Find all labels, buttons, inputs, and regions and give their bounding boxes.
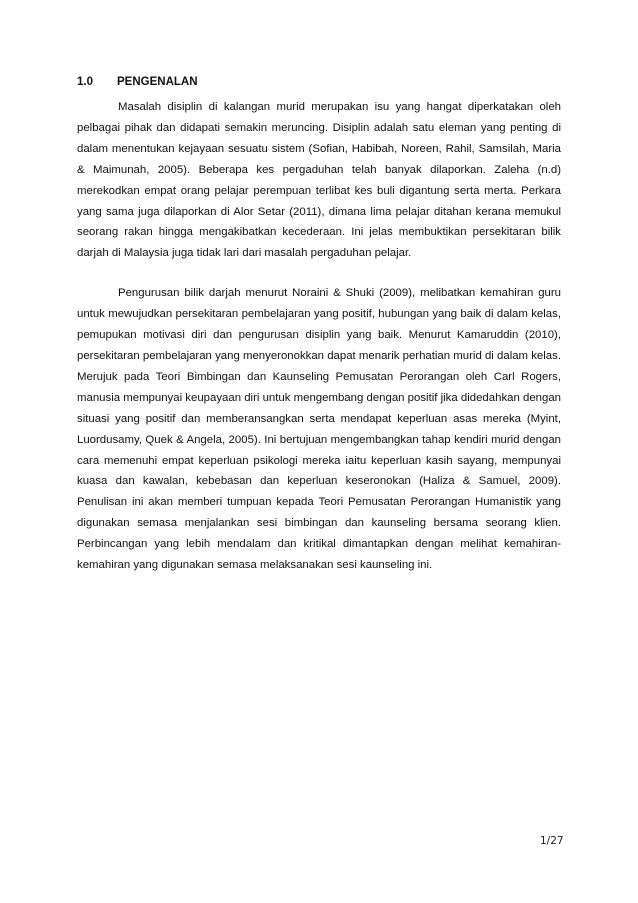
section-number: 1.0 — [77, 76, 93, 88]
page-number: 1/27 — [540, 835, 564, 847]
paragraph-introduction: Masalah disiplin di kalangan murid merupakan isu yang hangat diperkatakan oleh pelbagai pihak dan didapati semakin meruncing. Disiplin adalah satu eleman yang penting di dalam menentukan kejayaan sesuatu sistem (Sofian, Habibah, Noreen, Rahil, Samsilah, Maria & Maimunah, 2005). Beberapa kes pergaduhan telah banyak dilaporkan. Zaleha (n.d) merekodkan empat orang pelajar perempuan terlibat kes buli digantung serta merta. Perkara yang sama juga dilaporkan di Alor Setar (2011), dimana lima pelajar ditahan kerana memukul seorang rakan hingga mengakibatkan kecederaan. Ini jelas membuktikan persekitaran bilik darjah di Malaysia juga tidak lari dari masalah pergaduhan pelajar. — [77, 101, 561, 260]
section-title: PENGENALAN — [117, 76, 198, 88]
body-text — [77, 97, 561, 595]
section-heading — [77, 76, 198, 88]
paragraph-classroom-management: Pengurusan bilik darjah menurut Noraini & Shuki (2009), melibatkan kemahiran guru untuk mewujudkan persekitaran pembelajaran yang positif, hubungan yang baik di dalam kelas, pemupukan motivasi diri dan pengurusan disiplin yang baik. Menurut Kamaruddin (2010), persekitaran pembelajaran yang menyeronokkan dapat menarik perhatian murid di dalam kelas. Merujuk pada Teori Bimbingan dan Kaunseling Pemusatan Perorangan oleh Carl Rogers, manusia mempunyai keupayaan diri untuk mengembang dengan positif jika didedahkan dengan situasi yang positif dan memberansangkan serta mendapat keperluan asas mereka (Myint, Luordusamy, Quek & Angela, 2005). Ini bertujuan mengembangkan tahap kendiri murid dengan cara memenuhi empat keperluan psikologi mereka iaitu keperluan kasih sayang, mempunyai kuasa dan kawalan, kebebasan dan keperluan keseronokan (Haliza & Samuel, 2009). Penulisan ini akan memberi tumpuan kepada Teori Pemusatan Perorangan Humanistik yang digunakan semasa menjalankan sesi bimbingan dan kaunseling bersama seorang klien. Perbincangan yang lebih mendalam dan kritikal dimantapkan dengan melihat kemahiran-kemahiran yang digunakan semasa melaksanakan sesi kaunseling ini. — [77, 287, 561, 572]
